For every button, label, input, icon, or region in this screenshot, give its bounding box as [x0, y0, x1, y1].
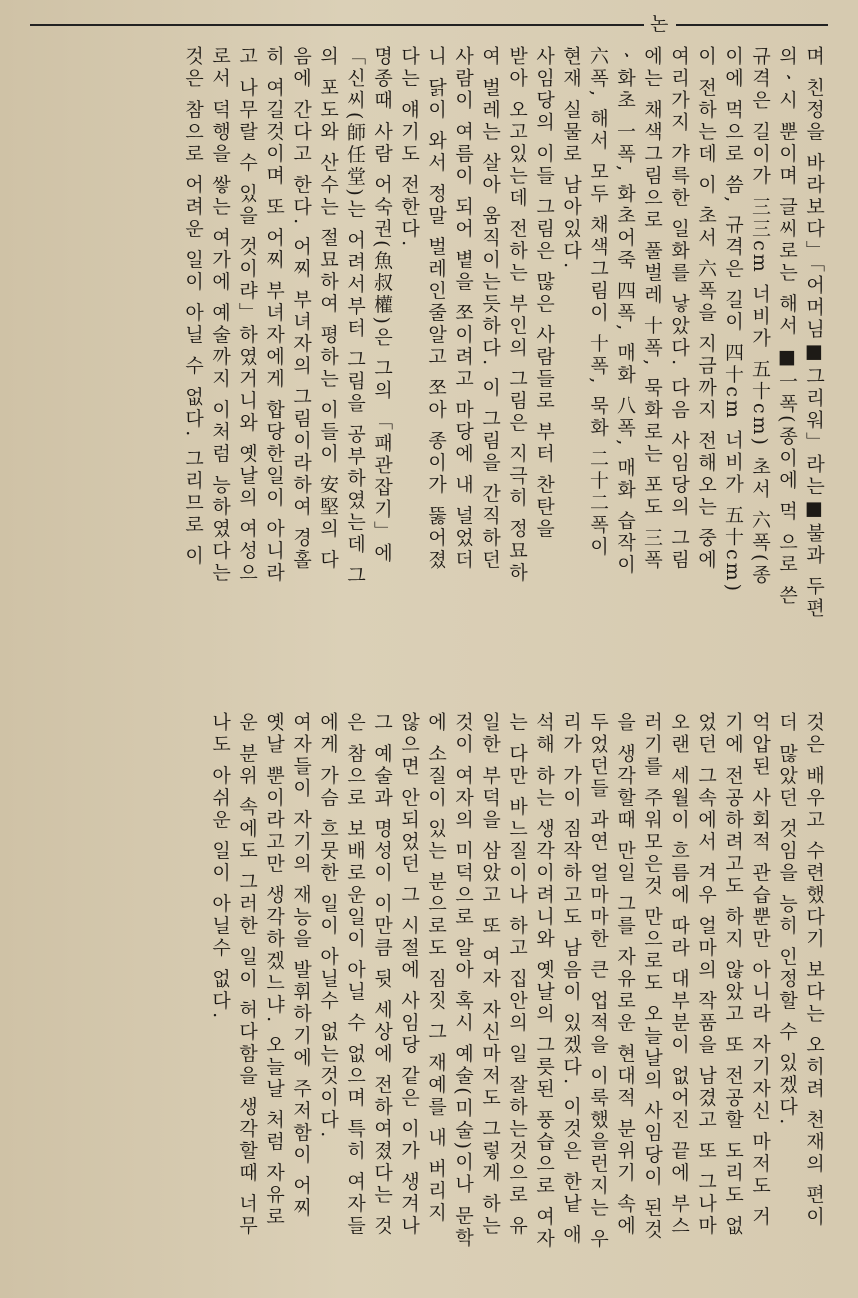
- text-column: 명종때 사람 어숙권(魚叔權)은 그의 「패관잡기」에: [371, 46, 393, 565]
- text-column: 사임당의 이들 그림은 많은 사람들로 부터 찬탄을: [533, 46, 555, 541]
- text-column: 여자들이 자기의 재능을 발휘하기에 주저함이 어찌: [290, 712, 312, 1220]
- text-column: 기에 전공하려고도 하지 않았고 또 전공할 도리도 없: [722, 712, 744, 1238]
- text-column: 일한 부덕을 삼았고 또 여자 자신마저도 그렇게 하는: [479, 712, 501, 1238]
- text-column: 여 벌레는 살아 움직이는듯하다. 이 그림을 간직하던: [479, 46, 501, 572]
- text-column: 두었던들 과연 얼마마한 큰 업적을 이룩했을런지는 우: [587, 712, 609, 1251]
- top-text-block: [28, 46, 828, 646]
- text-column: 이 전하는데 이 초서 六폭을 지금까지 전해오는 중에: [695, 46, 717, 572]
- text-column: 옛날 뿐이라고만 생각하겠느냐. 오늘날 처럼 자유로: [263, 712, 285, 1229]
- text-column: 현재 실물로 남아있다.: [560, 46, 582, 272]
- text-column: 석해 하는 생각이려니와 옛날의 그릇된 풍습으로 여자: [533, 712, 555, 1251]
- text-column: 은 참으로 보배로운일이 아닐 수 없으며 특히 여자들: [344, 712, 366, 1238]
- text-column: 「신씨(師任堂)는 어려서부터 그림을 공부하였는데 그: [344, 46, 366, 587]
- text-column: 에게 가슴 흐뭇한 일이 아닐수 없는것이다.: [317, 712, 339, 1141]
- running-head: 논: [650, 13, 669, 35]
- text-column: 여리가지 갸륵한 일화를 낳았다. 다음 사임당의 그림: [668, 46, 690, 572]
- text-column: 六폭, 해서 모두 채색그림이 十폭, 묵화 二十二폭이: [587, 46, 609, 559]
- text-column: 것이 여자의 미덕으로 알아 혹시 예술(미술)이나 문학: [452, 712, 474, 1250]
- text-column: 니 닭이 와서 정말 벌레인줄알고 쪼아 종이가 뚫어졌: [425, 46, 447, 572]
- text-column: 음에 간다고 한다. 어찌 부녀자의 그림이라하여 경홀: [290, 46, 312, 572]
- text-column: 리가 가이 짐작하고도 남음이 있겠다. 이것은 한낱 애: [560, 712, 582, 1247]
- text-column: 것은 배우고 수련했다기 보다는 오히려 천재의 편이: [803, 712, 825, 1229]
- text-column: 것은 참으로 어려운 일이 아닐 수 없다. 그리므로 이: [182, 46, 204, 568]
- text-column: 이에 먹으로 씀, 규격은 길이 四十cm 너비가 五十cm): [722, 46, 744, 595]
- text-column: 의 포도와 산수는 절묘하여 평하는 이들이 安堅의 다: [317, 46, 339, 572]
- text-column: 러기를 주워모은것 만으로도 오늘날의 사임당이 된것: [641, 712, 663, 1242]
- text-column: 나도 아쉬운 일이 아닐수 없다.: [209, 712, 231, 1022]
- text-column: 는 다만 바느질이나 하고 집안의 일 잘하는것으로 유: [506, 712, 528, 1238]
- text-column: 에는 채색그림으로 풀벌레 十폭, 묵화로는 포도 三폭: [641, 46, 663, 572]
- text-column: 규격은 길이가 三三cm 너비가 五十cm) 초서 六폭(종: [749, 46, 771, 587]
- text-column: 의ㆍ시 뿐이며 글씨로는 해서 ■一폭(종이에 먹 으로 쓴: [776, 46, 798, 607]
- text-column: 사람이 여름이 되어 볕을 쪼이려고 마당에 내 널었더: [452, 46, 474, 572]
- text-column: 그 예술과 명성이 이만큼 뒷 세상에 전하여졌다는 것: [371, 712, 393, 1238]
- text-column: 오랜 세월이 흐름에 따라 대부분이 없어진 끝에 부스: [668, 712, 690, 1238]
- text-column: 었던 그속에서 겨우 얼마의 작품을 남겼고 또 그나마: [695, 712, 717, 1238]
- header-rule-right: [676, 24, 828, 26]
- text-column: 않으면 안되었던 그 시절에 사임당 같은 이가 생겨나: [398, 712, 420, 1238]
- text-column: 더 많았던 것임을 능히 인정할 수 있겠다.: [776, 712, 798, 1128]
- bottom-text-block: [28, 712, 828, 1287]
- text-column: 을 생각할때 만일 그를 자유로운 현대적 분위기 속에: [614, 712, 636, 1238]
- text-column: 며 친정을 바라보다」「어머님■그리워」라는■불과 두편: [803, 46, 825, 620]
- text-column: 히 여길것이며 또 어찌 부녀자에게 합당한일이 아니라: [263, 46, 285, 585]
- text-column: 고 나무랄 수 있을 것이랴」하였거니와 옛날의 여성으: [236, 46, 258, 585]
- header-rule-left: [30, 24, 644, 26]
- text-column: 다는 얘기도 전한다.: [398, 46, 420, 250]
- text-column: 에 소질이 있는 분으로도 짐짓 그 재예를 내 버리지: [425, 712, 447, 1225]
- text-column: 운 분위 속에도 그러한 일이 허다함을 생각할때 너무: [236, 712, 258, 1238]
- text-column: 받아 오고있는데 전하는 부인의 그림은 지극히 정묘하: [506, 46, 528, 585]
- text-column: 억압된 사회적 관습뿐만 아니라 자기자신 마저도 거: [749, 712, 771, 1229]
- text-column: ㆍ화초 一폭, 화초어죽 四폭, 매화 八폭, 매화 습작이: [614, 46, 636, 577]
- text-column: 로서 덕행을 쌓는 여가에 예술까지 이처럼 능하였다는: [209, 46, 231, 585]
